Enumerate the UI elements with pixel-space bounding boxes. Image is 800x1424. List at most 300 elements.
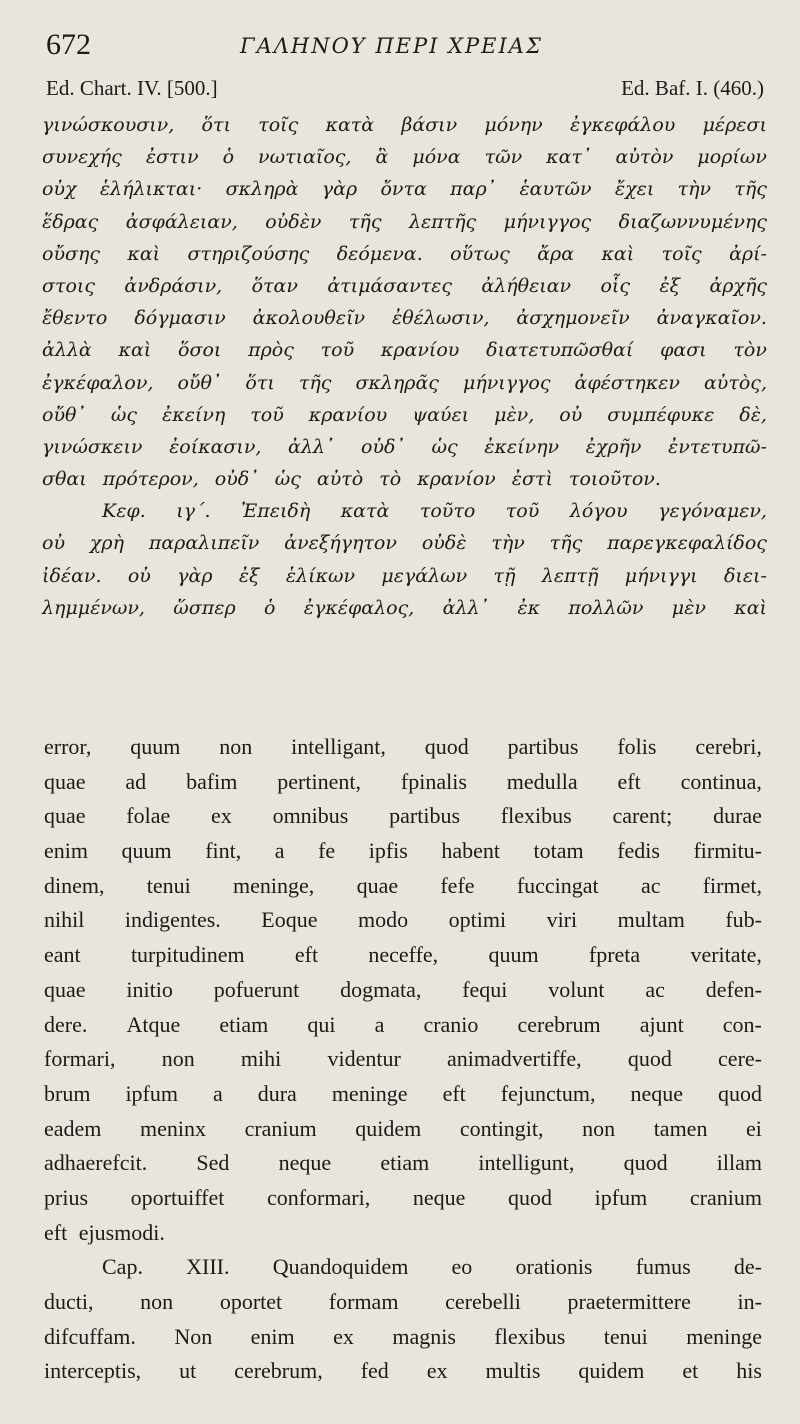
- word: ἀναγκαῖον.: [656, 307, 767, 330]
- word: fuccingat: [516, 872, 599, 898]
- word: Ἐπειδὴ: [241, 500, 311, 523]
- word: intelligunt,: [478, 1150, 575, 1176]
- latin-text-line: [44, 1250, 762, 1285]
- word: firmet,: [702, 872, 762, 898]
- latin-text-line: eft ejusmodi.: [44, 1219, 165, 1245]
- word: quod: [508, 1184, 553, 1210]
- word: οὔθ᾽: [177, 371, 222, 394]
- greek-text-line: [42, 399, 767, 431]
- word: τῇ: [493, 564, 516, 587]
- word: οὔσης: [42, 242, 100, 265]
- word: κρανίου: [380, 339, 460, 362]
- word: carent;: [612, 803, 673, 829]
- word: παραλιπεῖν: [148, 532, 260, 555]
- word: quidem: [578, 1358, 645, 1384]
- word: Eoque: [261, 907, 318, 933]
- greek-text-line: [42, 527, 767, 559]
- edition-reference-line: [46, 76, 764, 106]
- latin-text-line: [44, 834, 762, 869]
- word: Non: [174, 1323, 213, 1349]
- word: quum: [488, 942, 539, 968]
- word: eant: [44, 942, 81, 968]
- word: ac: [640, 872, 661, 898]
- latin-text-line: [44, 1354, 762, 1389]
- word: ἔχει: [614, 178, 655, 201]
- word: initio: [126, 976, 173, 1002]
- word: ἐξ: [238, 564, 260, 587]
- word: dinem,: [44, 872, 105, 898]
- word: ἀσχημονεῖν: [516, 307, 630, 330]
- word: ἀλήθειαν: [481, 274, 572, 297]
- greek-text-line: [42, 141, 767, 173]
- word: Quandoquidem: [272, 1254, 409, 1280]
- word: ὥσπερ: [173, 596, 236, 619]
- word: adhaerefcit.: [44, 1150, 148, 1176]
- word: χρὴ: [89, 532, 124, 555]
- word: ad: [125, 768, 147, 794]
- word: defen-: [705, 976, 762, 1002]
- word: in-: [737, 1289, 762, 1314]
- word: firmitu-: [693, 838, 762, 864]
- word: βάσιν: [401, 114, 458, 136]
- word: Κεφ.: [102, 500, 146, 523]
- word: qui: [307, 1011, 336, 1037]
- word: ὄντα: [380, 178, 427, 201]
- greek-text-line: [42, 560, 767, 592]
- word: meninge: [686, 1323, 762, 1349]
- word: totam: [533, 838, 584, 864]
- word: omnibus: [272, 803, 349, 829]
- word: cranio: [423, 1011, 479, 1037]
- page-header: [46, 26, 764, 66]
- word: κρανίου: [308, 403, 388, 426]
- word: ἃ: [375, 146, 389, 169]
- word: ἐντετυπῶ-: [668, 435, 767, 458]
- word: τοῦτο: [419, 500, 476, 523]
- word: τὴν: [491, 532, 525, 555]
- word: στοις: [42, 274, 96, 297]
- word: contingit,: [459, 1115, 544, 1141]
- greek-text-line: [42, 334, 767, 366]
- word: μήνιγγι: [624, 564, 698, 587]
- word: ἐκ: [517, 596, 541, 619]
- word: ὅταν: [251, 274, 298, 297]
- word: μορίων: [697, 146, 767, 169]
- word: σκληρὰ: [225, 178, 299, 201]
- word: ἐγκεφάλου: [569, 114, 676, 136]
- word: praetermittere: [567, 1289, 691, 1314]
- latin-text-line: [44, 869, 762, 904]
- greek-text-line: [42, 592, 767, 624]
- word: οἷς: [600, 274, 631, 297]
- latin-text-line: [44, 1112, 762, 1147]
- word: dura: [257, 1080, 297, 1106]
- word: mihi: [240, 1046, 282, 1072]
- word: τῆς: [549, 532, 583, 555]
- word: eo: [451, 1254, 473, 1280]
- word: fequi: [462, 976, 508, 1002]
- word: νωτιαῖος,: [258, 146, 352, 169]
- word: ὅσοι: [178, 339, 222, 362]
- word: δεόμενα.: [336, 242, 423, 265]
- word: ἐοίκασιν,: [169, 435, 262, 458]
- word: ἀλλὰ: [42, 339, 92, 362]
- word: ἑλήλικται·: [99, 178, 203, 201]
- word: cerebrum,: [234, 1358, 323, 1384]
- word: a: [374, 1011, 385, 1037]
- word: τὴν: [677, 178, 712, 201]
- word: γεγόναμεν,: [658, 500, 767, 523]
- word: quum: [130, 734, 181, 759]
- word: de-: [733, 1254, 762, 1280]
- word: fub-: [725, 907, 762, 933]
- word: eft: [294, 942, 319, 968]
- word: fint,: [205, 838, 242, 864]
- word: quidem: [355, 1115, 422, 1141]
- word: ἀκολουθεῖν: [252, 307, 366, 330]
- word: enim: [44, 838, 88, 864]
- word: quae: [44, 803, 86, 829]
- edition-basel-ref: Ed. Baf. I. (460.): [621, 76, 764, 100]
- word: pertinent,: [277, 768, 361, 794]
- word: ἀφέστηκεν: [574, 371, 680, 394]
- word: οὐδ᾽: [361, 435, 405, 458]
- word: quum: [121, 838, 172, 864]
- word: κατὰ: [325, 114, 375, 136]
- word: γὰρ: [177, 564, 213, 587]
- word: γινώσκειν: [42, 435, 143, 458]
- greek-text-line: [42, 367, 767, 399]
- word: ἰδέαν.: [42, 564, 102, 587]
- word: διατετυπῶσθαί: [486, 339, 634, 362]
- edition-chartier-ref: Ed. Chart. IV. [500.]: [46, 76, 218, 100]
- word: παρεγκεφαλίδος: [607, 532, 767, 555]
- word: meninge: [331, 1080, 408, 1106]
- word: fumus: [635, 1254, 691, 1280]
- word: bafim: [186, 768, 238, 794]
- word: ἄρα: [537, 242, 575, 265]
- word: multis: [485, 1358, 541, 1384]
- word: τὸν: [733, 339, 767, 362]
- word: Sed: [196, 1150, 230, 1176]
- word: ἔθεντο: [42, 307, 108, 330]
- word: πρὸς: [248, 339, 294, 362]
- word: ἑαυτῶν: [519, 178, 592, 201]
- latin-text-line: [44, 1008, 762, 1043]
- latin-text-line: [44, 903, 762, 938]
- greek-text-line: [42, 302, 767, 334]
- word: οὔθ᾽: [42, 403, 86, 426]
- word: μόνα: [412, 146, 461, 169]
- word: volunt: [548, 976, 605, 1002]
- word: αὐτὸν: [615, 146, 674, 169]
- word: continua,: [680, 768, 762, 794]
- word: ψαύει: [412, 403, 470, 426]
- word: cerebri,: [695, 734, 762, 759]
- running-title: ΓΑΛΗΝΟΥ ΠΕΡΙ ΧΡΕΙΑΣ: [240, 34, 543, 58]
- greek-text-line: [42, 495, 767, 527]
- word: enim: [250, 1323, 295, 1349]
- word: illam: [716, 1150, 762, 1176]
- word: καὶ: [118, 339, 152, 362]
- word: prius: [44, 1184, 88, 1210]
- word: ἐθέλωσιν,: [392, 307, 490, 330]
- word: cranium: [244, 1115, 317, 1141]
- word: fe: [318, 838, 336, 864]
- word: quod: [627, 1046, 672, 1072]
- word: error,: [44, 734, 92, 759]
- word: συνεχής: [42, 146, 122, 169]
- word: con-: [722, 1011, 762, 1037]
- word: μὲν,: [494, 403, 535, 426]
- word: magnis: [392, 1323, 456, 1349]
- word: ἀνδράσιν,: [124, 274, 223, 297]
- word: ὅτι: [245, 371, 275, 394]
- latin-text-block: [44, 730, 762, 1389]
- word: ajunt: [639, 1011, 684, 1037]
- word: cerebelli: [445, 1289, 521, 1314]
- word: τοῖς: [661, 242, 702, 265]
- word: κατ᾽: [546, 146, 592, 169]
- word: quae: [44, 976, 86, 1002]
- word: pofuerunt: [213, 976, 300, 1002]
- word: modo: [357, 907, 409, 933]
- word: δὲ,: [739, 403, 767, 426]
- word: οὐ: [42, 532, 65, 555]
- word: ἐξ: [659, 274, 681, 297]
- word: τοῦ: [250, 403, 284, 426]
- word: τοῦ: [505, 500, 540, 523]
- word: ei: [746, 1115, 762, 1141]
- word: quae: [356, 872, 399, 898]
- word: ducti,: [44, 1289, 94, 1314]
- word: tenui: [603, 1323, 648, 1349]
- word: ex: [211, 803, 232, 829]
- word: Cap.: [102, 1254, 143, 1280]
- greek-text-line: [42, 173, 767, 205]
- word: nihil: [44, 907, 85, 933]
- word: eadem: [44, 1115, 102, 1141]
- word: λεπτῆς: [408, 210, 477, 233]
- word: ἐγκέφαλος,: [303, 596, 415, 619]
- word: intelligant,: [291, 734, 386, 759]
- word: ἀτιμάσαντες: [327, 274, 452, 297]
- latin-text-line: [44, 1320, 762, 1355]
- word: δόγμασιν: [134, 307, 226, 330]
- word: λημμένων,: [42, 596, 145, 619]
- word: meninge,: [233, 872, 315, 898]
- word: quae: [44, 768, 86, 794]
- word: dere.: [44, 1011, 88, 1037]
- word: οὕτως: [450, 242, 510, 265]
- word: ex: [333, 1323, 354, 1349]
- word: brum: [44, 1080, 91, 1106]
- word: eft: [617, 768, 641, 794]
- greek-text-line: [42, 238, 767, 270]
- word: fejunctum,: [500, 1080, 596, 1106]
- word: et: [682, 1358, 699, 1384]
- word: λεπτῇ: [541, 564, 599, 587]
- word: neceffe,: [368, 942, 439, 968]
- word: turpitudinem: [130, 942, 245, 968]
- latin-text-line: [44, 730, 762, 765]
- latin-text-line: [44, 1181, 762, 1216]
- word: tenui: [146, 872, 191, 898]
- word: non: [161, 1046, 195, 1072]
- word: κατὰ: [340, 500, 390, 523]
- word: quod: [717, 1080, 762, 1106]
- word: ὅτι: [201, 114, 231, 136]
- greek-text-block: [42, 109, 767, 624]
- word: ac: [645, 976, 665, 1002]
- word: ἀλλ᾽: [442, 596, 490, 619]
- word: viri: [546, 907, 578, 933]
- word: διαζωννυμένης: [618, 210, 767, 233]
- word: non: [140, 1289, 174, 1314]
- word: οὐχ: [42, 178, 77, 201]
- word: difcuffam.: [44, 1323, 136, 1349]
- word: ex: [426, 1358, 448, 1384]
- word: ἀσφάλειαν,: [125, 210, 238, 233]
- word: τῶν: [484, 146, 523, 169]
- word: τῆς: [734, 178, 767, 201]
- word: fefe: [440, 872, 475, 898]
- word: formam: [328, 1289, 399, 1314]
- word: ipfum: [594, 1184, 648, 1210]
- word: ἐχρῆν: [585, 435, 642, 458]
- latin-text-line: [44, 765, 762, 800]
- word: optimi: [448, 907, 507, 933]
- word: partibus: [507, 734, 579, 759]
- word: neque: [412, 1184, 466, 1210]
- latin-text-line: [44, 1077, 762, 1112]
- word: ἀνεξήγητον: [284, 532, 397, 555]
- word: τῆς: [348, 210, 382, 233]
- greek-text-line: σθαι πρότερον, οὐδ᾽ ὡς αὐτὸ τὸ κρανίον ἐστὶ τοιοῦτον.: [42, 468, 661, 491]
- word: oportuiffet: [130, 1184, 225, 1210]
- word: σκληρᾶς: [355, 371, 439, 394]
- word: quod: [424, 734, 469, 759]
- word: interceptis,: [44, 1358, 142, 1384]
- word: γὰρ: [321, 178, 358, 201]
- page-number: 672: [46, 28, 91, 61]
- word: cranium: [689, 1184, 762, 1210]
- word: μέρεσι: [702, 114, 767, 136]
- word: τοῖς: [258, 114, 299, 136]
- word: μήνιγγος: [503, 210, 592, 233]
- word: ἐκείνην: [484, 435, 560, 458]
- word: a: [212, 1080, 223, 1106]
- word: folae: [126, 803, 171, 829]
- word: ἐγκέφαλον,: [42, 371, 154, 394]
- word: ὁ: [263, 596, 276, 619]
- word: cerebrum: [517, 1011, 601, 1037]
- word: ἀρί-: [729, 242, 767, 265]
- word: μόνην: [484, 114, 543, 136]
- word: οὐ: [127, 564, 151, 587]
- word: οὐδὲν: [265, 210, 322, 233]
- word: ὡς: [431, 435, 458, 458]
- word: folis: [617, 734, 657, 759]
- word: XIII.: [186, 1254, 230, 1280]
- word: a: [274, 838, 285, 864]
- word: veritate,: [690, 942, 762, 968]
- word: πολλῶν: [568, 596, 644, 619]
- word: orationis: [515, 1254, 593, 1280]
- word: eft: [442, 1080, 466, 1106]
- word: multam: [617, 907, 685, 933]
- word: ἀρχῆς: [709, 274, 767, 297]
- latin-text-line: [44, 973, 762, 1008]
- word: tamen: [653, 1115, 708, 1141]
- word: partibus: [389, 803, 461, 829]
- word: non: [582, 1115, 616, 1141]
- word: flexibus: [500, 803, 572, 829]
- word: μὲν: [671, 596, 706, 619]
- word: διει-: [723, 564, 767, 587]
- word: φασι: [660, 339, 707, 362]
- word: ἐστιν: [145, 146, 199, 169]
- word: γινώσκουσιν,: [42, 114, 175, 136]
- word: ἀλλ᾽: [288, 435, 335, 458]
- word: quod: [623, 1150, 668, 1176]
- word: συμπέφυκε: [607, 403, 715, 426]
- greek-text-line: [42, 270, 767, 302]
- word: animadvertiffe,: [447, 1046, 582, 1072]
- word: durae: [713, 803, 762, 829]
- word: μεγάλων: [381, 564, 468, 587]
- word: conformari,: [266, 1184, 371, 1210]
- word: μήνιγγος: [462, 371, 551, 394]
- word: habent: [441, 838, 501, 864]
- word: indigentes.: [124, 907, 221, 933]
- word: flexibus: [494, 1323, 566, 1349]
- latin-text-line: [44, 1146, 762, 1181]
- word: non: [219, 734, 253, 759]
- word: fed: [360, 1358, 389, 1384]
- word: παρ᾽: [450, 178, 497, 201]
- word: ιγ΄.: [176, 500, 211, 523]
- greek-text-line: [42, 206, 767, 238]
- word: ὡς: [110, 403, 138, 426]
- word: αὐτὸς,: [703, 371, 767, 394]
- greek-text-line: [42, 109, 767, 141]
- word: fpinalis: [400, 768, 467, 794]
- word: cere-: [718, 1046, 762, 1072]
- word: neque: [278, 1150, 332, 1176]
- word: ipfum: [125, 1080, 178, 1106]
- word: dogmata,: [340, 976, 422, 1002]
- word: οὐ: [559, 403, 583, 426]
- word: οὐδὲ: [421, 532, 467, 555]
- word: καὶ: [127, 242, 161, 265]
- word: καὶ: [734, 596, 767, 619]
- word: formari,: [44, 1046, 116, 1072]
- word: etiam: [219, 1011, 269, 1037]
- word: ὁ: [222, 146, 235, 169]
- word: videntur: [327, 1046, 401, 1072]
- latin-text-line: [44, 1285, 762, 1320]
- greek-text-line: [42, 431, 767, 463]
- word: καὶ: [601, 242, 635, 265]
- latin-text-line: [44, 799, 762, 834]
- word: etiam: [380, 1150, 430, 1176]
- word: τοῦ: [320, 339, 355, 362]
- word: ἕδρας: [42, 210, 99, 233]
- latin-text-line: [44, 1042, 762, 1077]
- word: ipfis: [368, 838, 408, 864]
- word: his: [736, 1358, 762, 1384]
